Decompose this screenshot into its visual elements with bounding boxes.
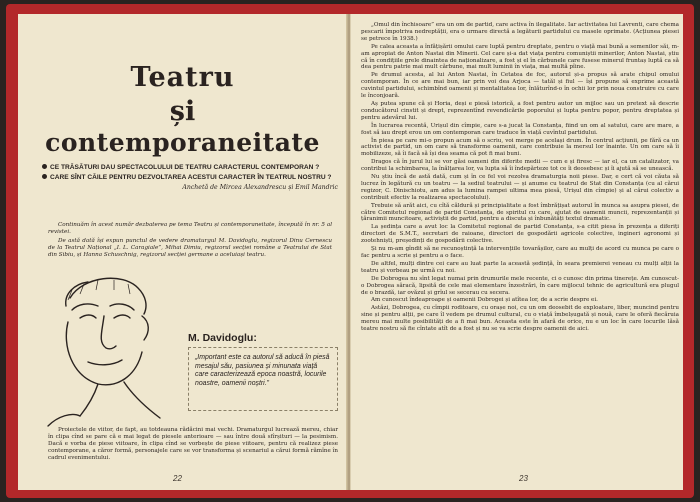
question-1-text: CE TRĂSĂTURI DAU SPECTACOLULUI DE TEATRU CARACTERUL CONTEMPORAN ? bbox=[50, 164, 320, 171]
interviewee-name: M. Davidoglu: bbox=[188, 332, 257, 344]
intro-text bbox=[48, 222, 332, 261]
page-number-left: 22 bbox=[173, 474, 182, 483]
right-paragraph: La ședința care a avut loc la Comitetul regional de partid Constanța, s-a citit piesa în prezența a diferiți directori de S.M.T., secretari de raioane, directori de gospodării agricole colective, ingineri agronomi și zootehniști, președinți de gospodării colective. bbox=[361, 224, 679, 245]
right-paragraph: Am cunoscut îndeaproape și oamenii Dobrogei și atîtea lor, de a scrie despre ei. bbox=[371, 297, 598, 304]
right-page bbox=[350, 14, 683, 490]
question-1 bbox=[42, 164, 338, 171]
right-paragraph: Astăzi, Dobrogea, cu cîmpii roditoare, cu orașe noi, cu un om deosebit de exploatare, liber, muncind pentru sine și pentru alții, pe care îl vedem pe drumul cultural, cu o viață îmbelșugată și nouă, care le oferă fiecăruia mereu mai multe posibilități de a fi mai bun. Aceasta este în afară de orice, nu e un loc în care locurile lăsă teatre nostru să fie cîntate atît de a fost și nu se va scrie despre oamenii de aici. bbox=[361, 305, 679, 333]
right-paragraph: În piesa pe care mi-o propun acum să o scriu, voi merge pe același drum. În centrul acțiunii, pe fără ca un activist de partid, un om care să transforme oamenii, care contribuie la mersul lor înainte. Un om care să îi mobilizeze, să îi facă să își dea seama că pot fi mai buni. bbox=[361, 137, 679, 158]
intro-paragraph-1: Continuăm în acest număr dezbaterea pe tema Teatru și contemporaneitate, începută în nr. 5 al revistei. bbox=[48, 222, 332, 236]
page-title-line-2: și bbox=[169, 96, 196, 127]
intro-paragraph-2: De astă dată își expun punctul de vedere dramaturgul M. Davidoglu, regizorul Dinu Cernescu de la Teatrul Național „I. L. Caragiale”, Mihai Dimiu, regizorul secției române a Teatrului de Stat din Sibiu, și Hanna Schuschnig, regizorul secției germane a aceluiași teatru. bbox=[48, 238, 332, 259]
question-2-text: CARE SÎNT CĂILE PENTRU DEZVOLTAREA ACESTUI CARACTER ÎN TEATRUL NOSTRU ? bbox=[50, 174, 332, 181]
right-paragraph: De Dobrogea nu sînt legat numai prin drumurile mele recente, ci o cunosc din prima tinerețe. Am cunoscut-o Dobrogea săracă, lipsită de cele mai elementare înzestrări, în care mijlocul tehnic de agricultură era plugul de o brazdă, iar ovăzul și grîul se secerau cu secera. bbox=[361, 275, 679, 296]
left-body-text bbox=[48, 427, 338, 462]
right-paragraph: Trebuie să arăt aici, cu cîtă căldură și principialitate a fost îmbrățișat autorul în munca sa asupra piesei, de către Comitetul regional de partid Constanța, de spiritul cu care, ajutat de oamenii muncii, reprezentanții și țăranimii muncitoare, activiștii de partid, pentru a discuta și înbunătăți textul dramatic. bbox=[361, 202, 679, 223]
survey-questions bbox=[42, 164, 338, 191]
portrait-sketch bbox=[28, 266, 178, 431]
right-paragraph: Dragos că în jurul lui se vor găsi oameni din diferite medii — cum e și firesc — iar el, ca un catalizator, va contribui la schimbarea, la înălțarea lor, va lupta să îi îndepărteze tot ce îi deosebesc și îi ajută să se unească. bbox=[361, 159, 679, 173]
right-body-text bbox=[361, 22, 679, 334]
right-paragraph: Nu știu încă de astă dată, cum și în ce fel voi rezolva dramaturgia noii piese. Dar, e cert că voi căuta să lucrez în legătură cu un teatru — la sediul teatrului — și anume cu teatrul de Stat din Constanța (cu al cărui regizor, C. Dinischiotu, am adus la lumina rampei ultima mea piesă, Urișul din cîmpie) și al cărui colectiv a contribuit efectiv la realizarea spectacolului). bbox=[361, 174, 679, 201]
bullet-icon bbox=[42, 174, 47, 179]
inquiry-credit: Anchetă de Mircea Alexandrescu și Emil Mandric bbox=[182, 184, 338, 191]
right-paragraph: Pe calea aceasta a înfățișării omului care luptă pentru dreptate, pentru o viață mai bună a semenilor săi, m-am apropiat de Anton Nastai din Minerii. Cel care și-a dat viața pentru comuniștii minerilor, Anton Nastai, știu că în condițiile grele dinaintea de naționalizare, a fost și el în cărbunele care fusese minerul fruntaș luptă ca să dea pentru patrie mai mult cărbune, mai mult luminii în viața, mai multă pîine. bbox=[361, 43, 679, 71]
right-paragraph: Pe drumul acesta, al lui Anton Nastai, în Cetatea de foc, autorul și-a propus să arate chipul omului contemporan. În ce are mai bun, iar prin voi dea Arjoca — tatăl și fiul — își propune să exprime această cuvintul partidului, schimbînd oamenii și mentalitatea lor, înlăturînd-o în ochii lor prin noua construire cu care le înconjoară. bbox=[361, 72, 679, 100]
right-paragraph: Și nu m-am gîndit să ne recunoștință la intervențiile tovarășilor, care au mulți de acord cu munca pe care o fac pentru a scrie și pentru a o face. bbox=[361, 246, 679, 259]
right-paragraph: În lucrarea recentă, Urișul din cîmpie, care s-a jucat la Constanța, fiind un om al satului, care are mare, a fost să iau drept erou un om contemporan care traduce în viață cuvîntul partidului. bbox=[361, 122, 679, 136]
left-page bbox=[18, 14, 347, 490]
page-number-right: 23 bbox=[519, 474, 528, 483]
question-2 bbox=[42, 174, 338, 181]
page-title-line-3: contemporaneitate bbox=[45, 128, 320, 157]
right-paragraph: Aș putea spune că și Horia, deși e piesă istorică, a fost pentru autor un mijloc sau un pretext să descrie conducătorul cinstit și drept, reprezentînd revendicările poporului și lupta pentru popor, pentru dreptatea și pentru adevărul lui. bbox=[361, 100, 679, 121]
pull-quote: „Important este ca autorul să aducă în piesă mesajul său, pasiunea și minunata viață care caracterizează epoca noastră, locurile noastre, oamenii noștri.” bbox=[188, 347, 338, 411]
page-title-line-1: Teatru bbox=[130, 62, 235, 93]
bullet-icon bbox=[42, 164, 47, 169]
right-paragraph: De altfel, mulți dintre cei care au luat parte la această ședință, în seara premierei veneau cu mulți alții la teatru și vorbeau pe urmă cu noi. bbox=[361, 260, 679, 274]
right-paragraph: „Omul din închisoare” era un om de partid, care activa în ilegalitate. Iar activitatea lui Lavrenti, care chema pescarii împotriva nedreptății, era o urmare directă a legăturii partidului cu masele oprimate. (Acțiunea piesei se petrece în 1938.) bbox=[361, 22, 680, 42]
left-body-paragraph: Proiectele de viitor, de fapt, au totdeauna rădăcini mai vechi. Dramaturgul lucrează mereu, chiar în clipa cînd se pare că e mai legat de piesele anterioare — sau între două sfîrșituri — la pesimism. Dacă e vorba de piese viitoare, în clipa cînd se vorbește de piese viitoare, pentru că realizez piese contemporane, a căror formă, personajele care se vor transforma și scenariul a cărui formă rămîne în cadrul evenimentului. bbox=[48, 427, 338, 461]
